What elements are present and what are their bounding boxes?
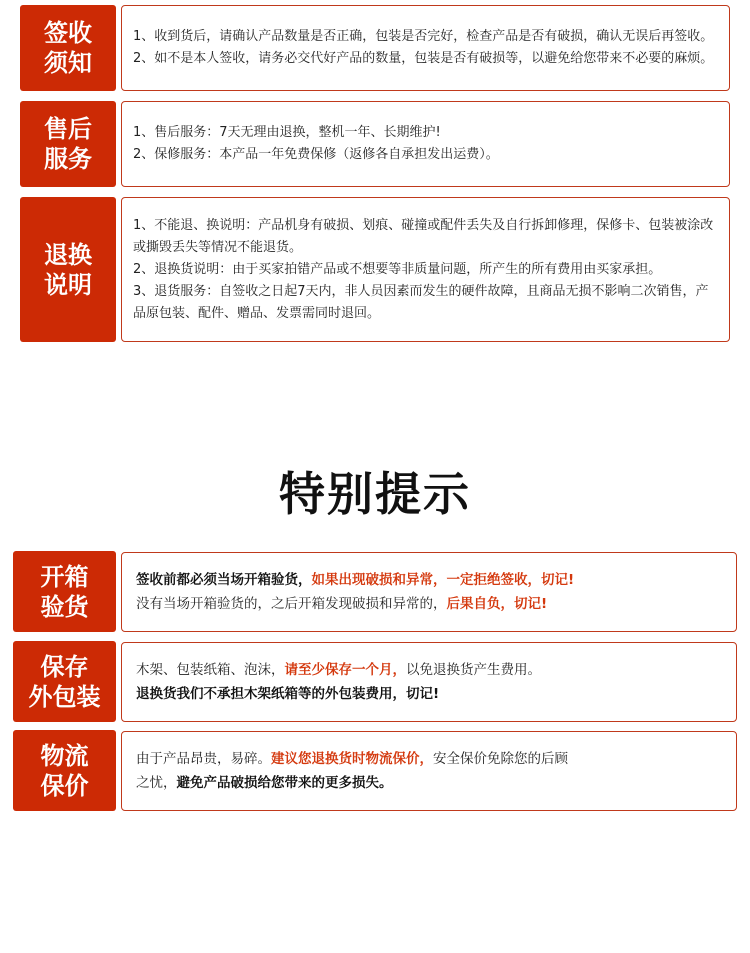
special-notice-title: 特别提示 xyxy=(279,467,471,521)
tag-return-info: 退换 说明 xyxy=(20,197,116,342)
content-logistics-insurance: 由于产品昂贵，易碎。建议您退换货时物流保价，安全保价免除您的后顾 之忧，避免产品破损给您带来的更多损失。 xyxy=(121,731,737,811)
tag-logistics-insurance: 物流 保价 xyxy=(13,730,116,811)
content-sign-notice: 1、收到货后，请确认产品数量是否正确，包装是否完好，检查产品是否有破损，确认无误后再签收。 2、如不是本人签收，请务必交代好产品的数量，包装是否有破损等，以避免给您带来不必要的麻烦。 xyxy=(121,5,730,91)
content-after-sale: 1、售后服务：7天无理由退换，整机一年、长期维护! 2、保修服务：本产品一年免费保修（返修各自承担发出运费）。 xyxy=(121,101,730,187)
tag-keep-packaging: 保存 外包装 xyxy=(13,641,116,722)
content-unbox-inspect: 签收前都必须当场开箱验货，如果出现破损和异常，一定拒绝签收，切记! 没有当场开箱验货的，之后开箱发现破损和异常的，后果自负，切记! xyxy=(121,552,737,632)
tag-after-sale: 售后 服务 xyxy=(20,101,116,187)
content-keep-packaging: 木架、包装纸箱、泡沫，请至少保存一个月，以免退换货产生费用。 退换货我们不承担木架纸箱等的外包装费用，切记! xyxy=(121,642,737,722)
tag-sign-notice: 签收 须知 xyxy=(20,5,116,91)
content-return-info: 1、不能退、换说明：产品机身有破损、划痕、碰撞或配件丢失及自行拆卸修理，保修卡、包装被涂改或撕毁丢失等情况不能退货。 2、退换货说明：由于买家拍错产品或不想要等非质量问题，所产生的所有费用由买家承担。 3、退货服务：自签收之日起7天内，非人员因素而发生的硬件故障，且商品无损不影响二次销售，产品原包装、配件、赠品、发票需同时退回。 xyxy=(121,197,730,342)
tag-unbox-inspect: 开箱 验货 xyxy=(13,551,116,632)
